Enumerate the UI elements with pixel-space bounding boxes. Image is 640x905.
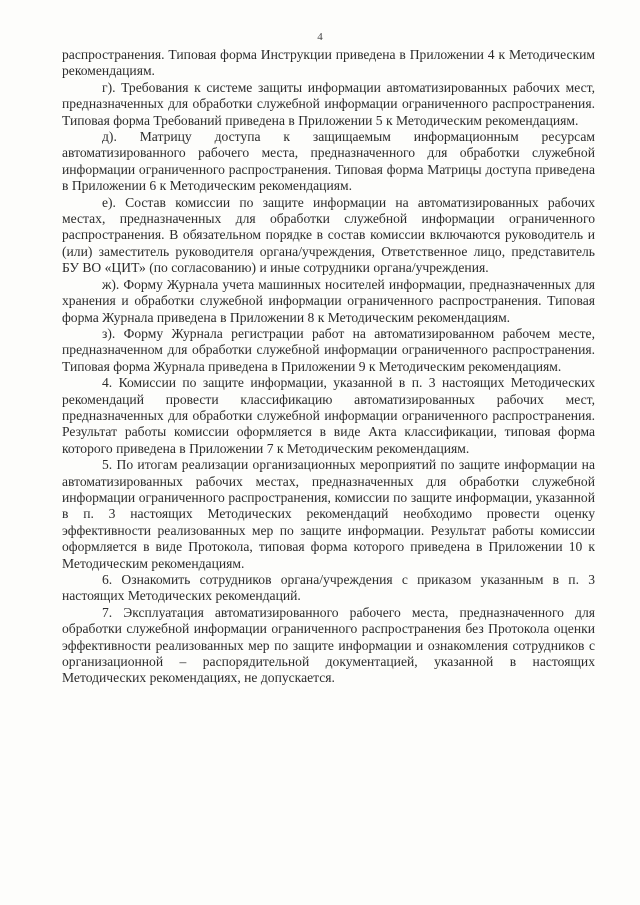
paragraph-item-g: г). Требования к системе защиты информации автоматизированных рабочих мест, предназначенных для обработки служебной информации ограниченного распространения. Типовая форма Требований приведена в Приложении 5 к Методическим рекомендациям. xyxy=(62,79,595,128)
paragraph-section-6: 6. Ознакомить сотрудников органа/учреждения с приказом указанным в п. 3 настоящих Методических рекомендаций. xyxy=(62,572,595,604)
paragraph-item-z: з). Форму Журнала регистрации работ на автоматизированном рабочем месте, предназначенном для обработки служебной информации ограниченного распространения. Типовая форма Журнала приведена в Приложении 9 к Методическим рекомендациям. xyxy=(62,325,595,374)
paragraph-item-zh: ж). Форму Журнала учета машинных носителей информации, предназначенных для хранения и обработки служебной информации ограниченного распространения. Типовая форма Журнала приведена в Приложении 8 к Методическим рекомендациям. xyxy=(62,276,595,325)
paragraph-item-d: д). Матрицу доступа к защищаемым информационным ресурсам автоматизированного рабочего места, предназначенного для обработки служебной информации ограниченного распространения. Типовая форма Матрицы доступа приведена в Приложении 6 к Методическим рекомендациям. xyxy=(62,129,595,194)
paragraph-item-e: е). Состав комиссии по защите информации на автоматизированных рабочих местах, предназначенных для обработки служебной информации ограниченного распространения. В обязательном порядке в состав комиссии включаются руководитель и (или) заместитель руководителя органа/учреждения, Ответственное лицо, представитель БУ ВО «ЦИТ» (по согласованию) и иные сотрудники органа/учреждения. xyxy=(62,194,595,276)
paragraph-section-7: 7. Эксплуатация автоматизированного рабочего места, предназначенного для обработки служебной информации ограниченного распространения без Протокола оценки эффективности реализованных мер по защите информации и ознакомления сотрудников с организационной – распорядительной документацией, указанной в настоящих Методических рекомендациях, не допускается. xyxy=(62,604,595,686)
paragraph-section-5: 5. По итогам реализации организационных мероприятий по защите информации на автоматизированных рабочих местах, предназначенных для обработки служебной информации ограниченного распространения, комиссии по защите информации, указанной в п. 3 настоящих Методических рекомендаций необходимо провести оценку эффективности реализованных мер по защите информации. Результат работы комиссии оформляется в виде Протокола, типовая форма которого приведена в Приложении 10 к Методическим рекомендациям. xyxy=(62,457,595,571)
document-body xyxy=(62,47,595,687)
paragraph-section-4: 4. Комиссии по защите информации, указанной в п. 3 настоящих Методических рекомендаций провести классификацию автоматизированных рабочих мест, предназначенных для обработки служебной информации ограниченного распространения. Результат работы комиссии оформляется в виде Акта классификации, типовая форма которого приведена в Приложении 7 к Методическим рекомендациям. xyxy=(62,375,595,456)
page-number: 4 xyxy=(317,31,323,43)
paragraph-continuation: распространения. Типовая форма Инструкции приведена в Приложении 4 к Методическим рекомендациям. xyxy=(62,47,595,79)
